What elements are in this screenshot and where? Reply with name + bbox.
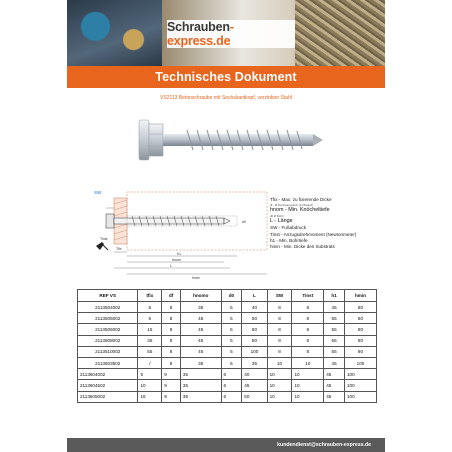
h1-label: h1: [177, 252, 181, 256]
table-cell: 80: [344, 335, 376, 346]
table-cell: 8: [267, 324, 292, 335]
table-cell: 35: [180, 391, 221, 402]
screw-product-image: [127, 112, 327, 168]
table-header-cell: d0: [221, 290, 242, 302]
technical-drawing: [92, 180, 272, 280]
table-cell: 5: [221, 324, 242, 335]
sw-label: SW: [94, 190, 102, 195]
table-cell: 40: [242, 302, 267, 313]
table-cell: 8: [292, 346, 324, 357]
table-header-cell: L: [242, 290, 267, 302]
table-cell-ref: 2113508002: [78, 335, 138, 346]
table-cell: 10: [267, 391, 292, 402]
table-cell: 5: [221, 346, 242, 357]
d0-label: d0: [242, 220, 246, 224]
table-cell: 6: [221, 391, 242, 402]
table-cell: 55: [324, 313, 345, 324]
table-cell: 8: [267, 346, 292, 357]
table-row: [78, 324, 377, 335]
title-bar: [67, 66, 385, 88]
table-cell: 6: [221, 380, 242, 391]
table-cell: 10: [292, 369, 324, 380]
table-cell: 8: [292, 313, 324, 324]
table-cell: 8: [162, 313, 181, 324]
table-header-cell: REF VS: [78, 290, 138, 302]
screws-photo: [295, 0, 385, 66]
table-cell: 6: [221, 357, 242, 368]
legend-hnom: hnom - Min. Knöcheltiefe: [270, 207, 330, 214]
table-cell: 35: [180, 357, 221, 368]
table-cell: 8: [267, 302, 292, 313]
table-cell: /: [138, 357, 162, 368]
table-cell: 10: [292, 391, 324, 402]
table-cell: 55: [138, 346, 162, 357]
table-cell: 5: [138, 369, 162, 380]
document-title: Technisches Dokument: [155, 70, 297, 84]
specification-table: [77, 289, 377, 403]
table-cell: 9: [162, 391, 181, 402]
table-cell: 8: [267, 313, 292, 324]
table-header-cell: df: [162, 290, 181, 302]
table-cell: 5: [138, 302, 162, 313]
table-cell: 10: [292, 357, 324, 368]
legend-tinst: Tinst - Anzugsdrehmoment (Newtonmeter): [270, 231, 357, 237]
logo-accent-text: -express.de: [167, 20, 234, 48]
table-cell: 5: [221, 313, 242, 324]
legend-sw: SW - Fußabdruck: [270, 225, 306, 231]
table-row: [78, 346, 377, 357]
table-cell: 45: [180, 324, 221, 335]
table-cell: 80: [344, 302, 376, 313]
table-cell: 100: [344, 357, 376, 368]
table-cell: 40: [242, 369, 267, 380]
table-cell: 100: [344, 369, 376, 380]
table-cell: 15: [138, 324, 162, 335]
table-cell: 50: [242, 313, 267, 324]
table-cell: 5: [138, 313, 162, 324]
logo-main-text: Schrauben: [167, 20, 230, 34]
table-cell: 10: [267, 369, 292, 380]
table-cell: 80: [344, 313, 376, 324]
table-cell: 80: [344, 346, 376, 357]
table-cell: 10: [267, 380, 292, 391]
table-cell-ref: 2113604002: [78, 369, 138, 380]
table-cell: 55: [324, 335, 345, 346]
table-cell: 55: [324, 346, 345, 357]
table-cell-ref: 2113603502: [78, 357, 138, 368]
wrench-icon: [96, 242, 108, 250]
legend-d0: d0 Ø Bohrl.: [270, 214, 285, 219]
table-cell: 10: [138, 380, 162, 391]
table-cell: 100: [242, 346, 267, 357]
table-cell: 35: [180, 302, 221, 313]
table-cell: 8: [292, 324, 324, 335]
hnom-label: hnom: [172, 258, 181, 262]
footer-bar: [67, 438, 385, 452]
table-cell: 9: [162, 357, 181, 368]
table-cell: 35: [180, 369, 221, 380]
legend-tfix: Tfix - Max. zu fixierende Dicke: [270, 197, 332, 202]
table-cell-ref: 2113504002: [78, 302, 138, 313]
table-cell-ref: 2113505002: [78, 313, 138, 324]
table-cell: 45: [324, 369, 345, 380]
header-banner: [67, 0, 385, 66]
table-cell: 55: [324, 324, 345, 335]
table-cell-ref: 2113510002: [78, 346, 138, 357]
product-subtitle: VS2113 Betonschraube mit Sechskantkopf, verzinkter Stahl: [160, 95, 292, 101]
table-cell: 50: [242, 391, 267, 402]
table-cell: 8: [267, 335, 292, 346]
legend-tfix-note: df - Ø Durchgangsloch (im Bauteil): [270, 203, 313, 208]
table-cell: 8: [162, 324, 181, 335]
table-cell: 10: [267, 357, 292, 368]
hmin-label: hmin: [192, 276, 200, 280]
table-cell: 8: [162, 302, 181, 313]
table-row: [78, 335, 377, 346]
table-row: [78, 357, 377, 368]
table-cell: 10: [292, 380, 324, 391]
table-cell: 45: [324, 391, 345, 402]
table-cell: 9: [162, 380, 181, 391]
table-cell: 9: [162, 369, 181, 380]
table-cell: 45: [180, 335, 221, 346]
table-row: [78, 302, 377, 313]
table-cell-ref: 2113605002: [78, 391, 138, 402]
document-page: [67, 0, 385, 452]
tinst-label: Tinst: [100, 237, 108, 241]
table-header-cell: SW: [267, 290, 292, 302]
table-cell: 8: [162, 335, 181, 346]
table-cell: 6: [221, 369, 242, 380]
table-cell: 80: [242, 335, 267, 346]
table-cell: 60: [242, 324, 267, 335]
table-cell: 45: [180, 313, 221, 324]
table-cell: 35: [138, 335, 162, 346]
table-cell: 15: [138, 391, 162, 402]
legend-l: L - Länge: [270, 218, 293, 225]
table-cell: 8: [292, 302, 324, 313]
table-cell: 35: [180, 380, 221, 391]
table-cell: 5: [221, 302, 242, 313]
table-header-cell: tfix: [138, 290, 162, 302]
table-cell: 45: [324, 380, 345, 391]
table-row: [78, 313, 377, 324]
tools-photo: [67, 0, 162, 66]
legend-hmin: hmin - Min. Dicke des Substrats: [270, 244, 335, 250]
table-cell: 100: [344, 380, 376, 391]
table-cell: 45: [242, 380, 267, 391]
table-cell: 80: [344, 324, 376, 335]
tfix-label: Tfix: [116, 247, 122, 251]
table-header-cell: hnomo: [180, 290, 221, 302]
table-header-cell: h1: [324, 290, 345, 302]
table-cell: 8: [162, 346, 181, 357]
table-cell: 35: [242, 357, 267, 368]
table-cell: 45: [324, 302, 345, 313]
table-cell: 100: [344, 391, 376, 402]
table-cell: 5: [221, 335, 242, 346]
table-cell: 8: [292, 335, 324, 346]
table-cell-ref: 2113604502: [78, 380, 138, 391]
table-row: [78, 369, 377, 380]
legend-h1: h1 - Min. Bohrtiefe: [270, 237, 308, 243]
brand-logo: [167, 20, 295, 48]
table-cell-ref: 2113506002: [78, 324, 138, 335]
table-row: [78, 380, 377, 391]
l-label: L: [170, 264, 172, 268]
table-header-row: [78, 290, 377, 302]
table-header-cell: hmin: [344, 290, 376, 302]
table-cell: 45: [324, 357, 345, 368]
footer-email-link[interactable]: kundendienst@schrauben-express.de: [277, 442, 371, 448]
table-row: [78, 391, 377, 402]
table-cell: 45: [180, 346, 221, 357]
legend: [270, 197, 382, 250]
table-header-cell: Tinst: [292, 290, 324, 302]
